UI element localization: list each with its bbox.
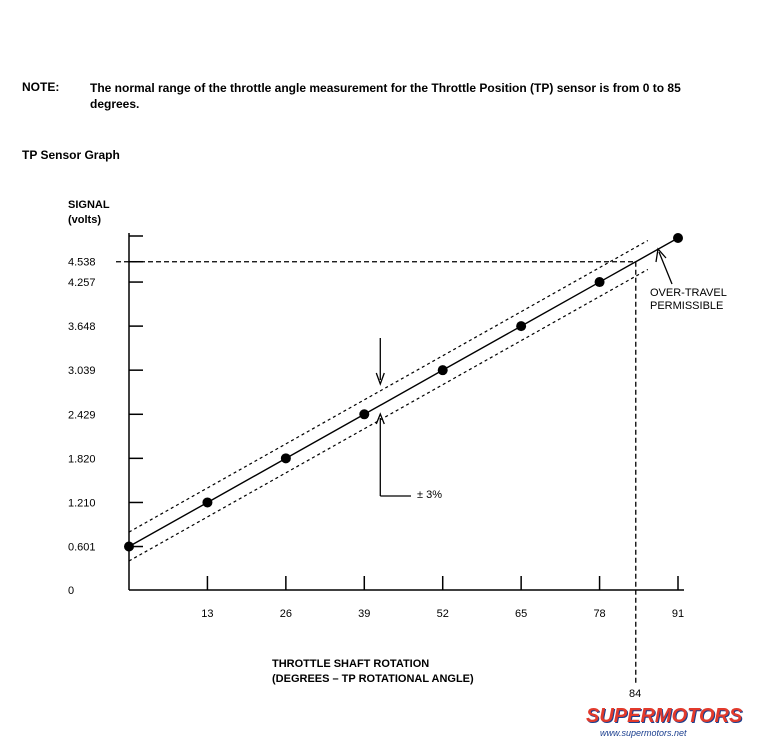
- graph-title: TP Sensor Graph: [22, 148, 120, 162]
- data-point: [516, 321, 526, 331]
- limit-line-label: 84: [629, 688, 642, 700]
- over-travel-label-line2: PERMISSIBLE: [650, 300, 724, 312]
- watermark-brand: SUPERMOTORS: [586, 705, 743, 727]
- y-tick-label: 1.820: [68, 453, 96, 466]
- watermark-url: www.supermotors.net: [600, 728, 687, 738]
- y-tick-label: 0.601: [68, 541, 96, 554]
- data-point: [281, 453, 291, 463]
- note-text: The normal range of the throttle angle measurement for the Throttle Position (TP) sensor is from 0 to 85 degrees.: [90, 81, 681, 111]
- tolerance-lower-line: [129, 269, 648, 561]
- x-tick-label: 26: [279, 608, 292, 620]
- x-tick-label: 13: [201, 608, 214, 620]
- data-point: [359, 409, 369, 419]
- x-tick-label: 52: [436, 608, 449, 620]
- over-travel-label-line1: OVER-TRAVEL: [650, 287, 727, 299]
- y-tick-label: 4.257: [68, 277, 96, 290]
- note-label: NOTE:: [22, 80, 60, 94]
- x-tick-label: 91: [671, 608, 685, 620]
- y-tick-label: 3.039: [68, 365, 96, 378]
- data-point: [438, 365, 448, 375]
- x-tick-label: 65: [515, 608, 528, 620]
- y-tick-label: 3.648: [68, 321, 96, 334]
- x-tick-label: 39: [358, 608, 371, 620]
- y-tick-label: 0: [68, 585, 75, 597]
- data-point: [124, 542, 134, 552]
- data-point: [595, 277, 605, 287]
- y-axis-label-line1: SIGNAL: [68, 199, 110, 211]
- data-point: [673, 233, 683, 243]
- y-tick-label: 2.429: [68, 409, 96, 422]
- tolerance-upper-line: [129, 240, 648, 532]
- tolerance-label: ± 3%: [417, 489, 442, 501]
- x-axis-label-line1: THROTTLE SHAFT ROTATION: [272, 658, 430, 670]
- x-axis-label-line2: (DEGREES – TP ROTATIONAL ANGLE): [272, 673, 474, 685]
- y-tick-label: 4.538: [68, 256, 96, 269]
- y-tick-label: 1.210: [68, 497, 96, 510]
- data-point: [202, 497, 212, 507]
- x-tick-label: 78: [593, 608, 606, 620]
- y-axis-label-line2: (volts): [68, 214, 101, 226]
